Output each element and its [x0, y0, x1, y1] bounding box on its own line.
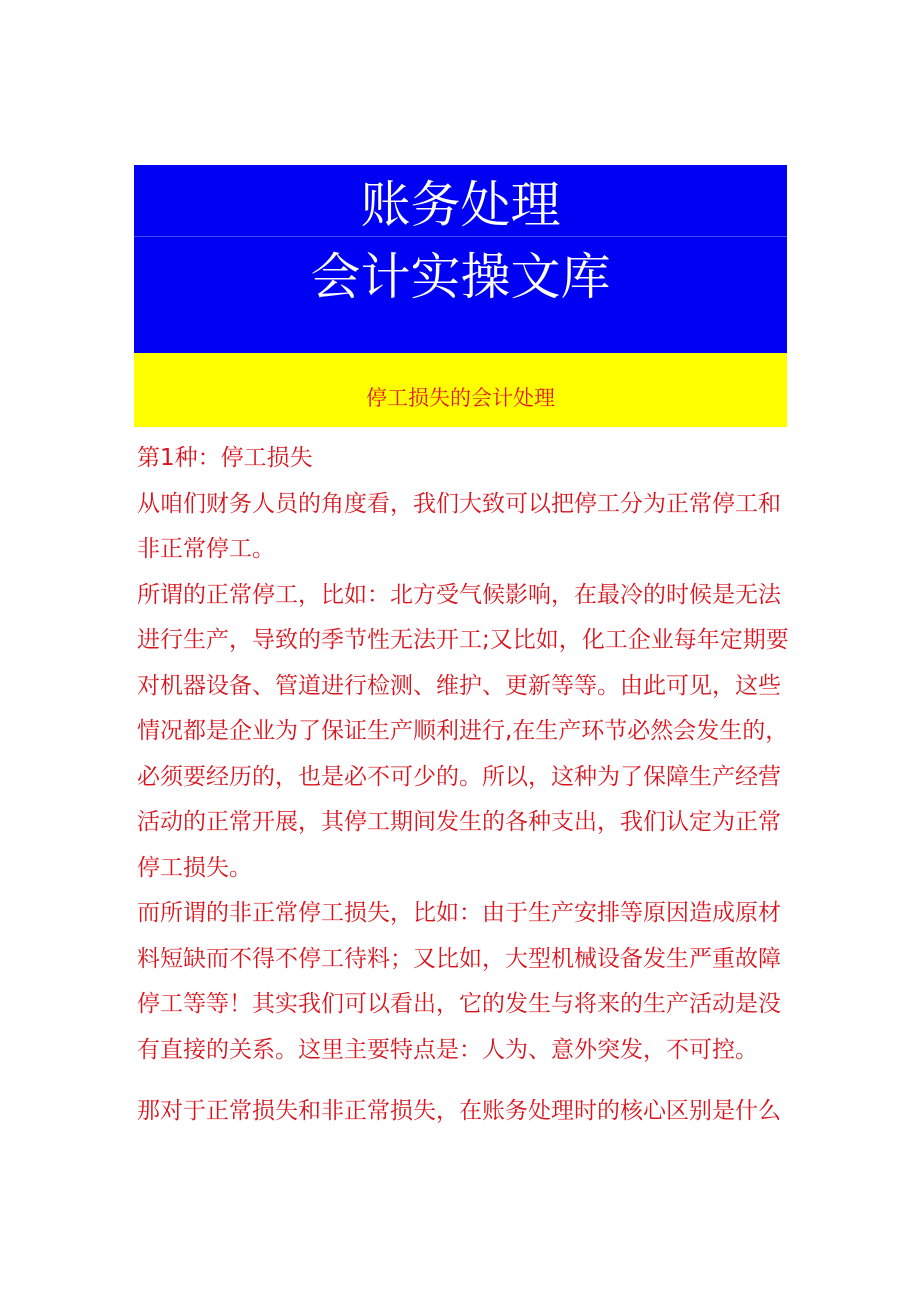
paragraph-line: 活动的正常开展，其停工期间发生的各种支出，我们认定为正常: [137, 809, 781, 835]
paragraph-gap: [137, 1073, 793, 1089]
paragraph-line: 非正常停工。: [137, 536, 275, 562]
paragraph-line: 停工损失。: [137, 854, 252, 881]
banner-title-line2: 会计实操文库: [310, 248, 611, 306]
paragraph-line: 停工等等！其实我们可以看出，它的发生与将来的生产活动是没: [137, 991, 781, 1017]
paragraph-line: 有直接的关系。这里主要特点是：人为、意外突发，不可控。: [137, 1036, 758, 1063]
paragraph-line: 而所谓的非正常停工损失，比如：由于生产安排等原因造成原材: [137, 900, 781, 926]
banner-divider: [134, 236, 787, 237]
title-banner: [134, 165, 787, 353]
paragraph-line: 料短缺而不得不停工待料；又比如，大型机械设备发生严重故障: [137, 945, 781, 972]
paragraph-line: 对机器设备、管道进行检测、维护、更新等等。由此可见，这些: [137, 672, 781, 699]
paragraph-line: 进行生产，导致的季节性无法开工;又比如，化工企业每年定期要: [137, 627, 789, 653]
document-subtitle: 停工损失的会计处理: [366, 386, 555, 410]
paragraph-line: 情况都是企业为了保证生产顺利进行,在生产环节必然会发生的，: [137, 718, 789, 744]
banner-title-line1: 账务处理: [360, 176, 561, 234]
subtitle-banner: [134, 353, 787, 427]
section-heading: 第1种：停工损失: [137, 445, 313, 471]
document-body: [137, 436, 793, 1135]
paragraph-line: 所谓的正常停工，比如：北方受气候影响，在最冷的时候是无法: [137, 581, 781, 608]
paragraph-line: 从咱们财务人员的角度看，我们大致可以把停工分为正常停工和: [137, 490, 781, 517]
paragraph-line: 那对于正常损失和非正常损失，在账务处理时的核心区别是什么: [137, 1098, 781, 1124]
paragraph-line: 必须要经历的，也是必不可少的。所以，这种为了保障生产经营: [137, 763, 781, 790]
